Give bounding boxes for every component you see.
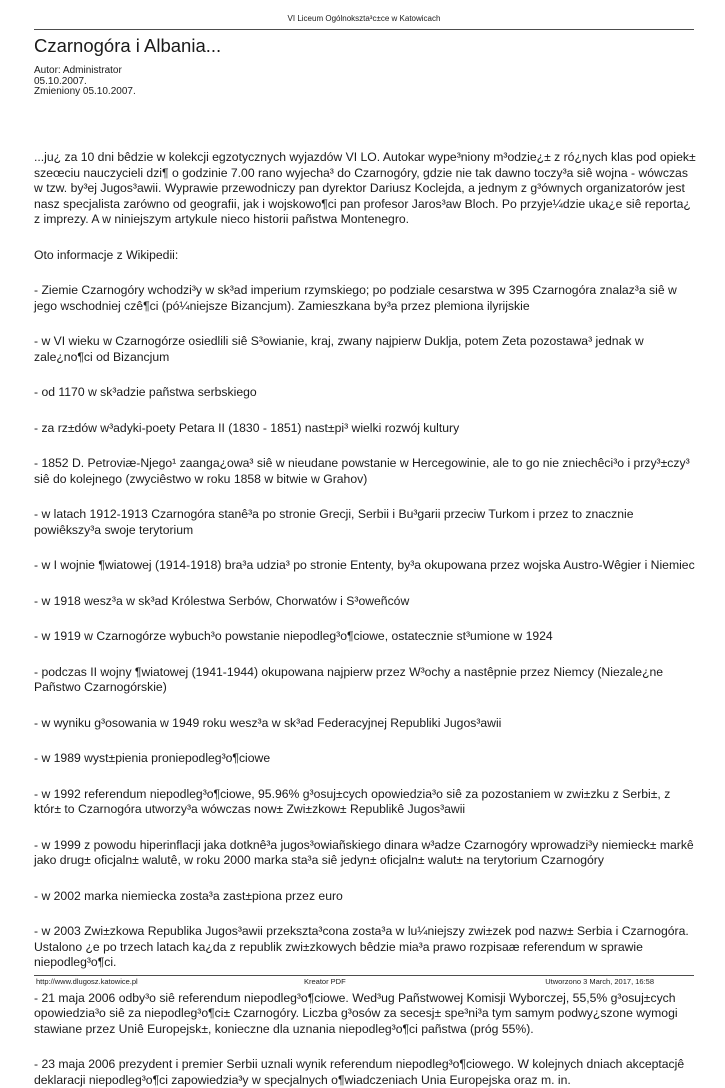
history-item: - 21 maja 2006 odby³o siê referendum niepodleg³o¶ciowe. Wed³ug Pañstwowej Komisji Wyborczej, 55,5% g³osuj±cych opowiedzia³o siê za niepodleg³o¶ci± Czarnogóry. Liczba g³osów za secesj± spe³ni³a tym samym podwy¿szone wymogi stawiane przez Uniê Europejsk±, konieczne dla uznania niepodleg³o¶ci pañstwa (próg 55%). xyxy=(34,990,678,1036)
history-item: - w wyniku g³osowania w 1949 roku wesz³a w sk³ad Federacyjnej Republiki Jugos³awii xyxy=(34,715,502,730)
footer-generator: Kreator PDF xyxy=(304,977,346,986)
history-item: - w 1989 wyst±pienia proniepodleg³o¶ciowe xyxy=(34,751,271,765)
history-item: - w 2003 Zwi±zkowa Republika Jugos³awii przekszta³cona zosta³a w lu¼niejszy zwi±zek pod nazw± Serbia i Czarnogóra. Ustalono ¿e po trzech latach ka¿da z republik zwi±zkowych bêdzie mia³a prawo rozpisaæ referendum w sprawie niepodleg³o¶ci. xyxy=(34,924,689,969)
page-header xyxy=(34,12,694,30)
history-item: - w 1919 w Czarnogórze wybuch³o powstanie niepodleg³o¶ciowe, ostatecznie st³umione w 1924 xyxy=(34,629,553,643)
history-item: - w 2002 marka niemiecka zosta³a zast±piona przez euro xyxy=(34,888,343,903)
page-footer xyxy=(34,975,694,988)
footer-url-link[interactable]: http://www.dlugosz.katowice.pl xyxy=(36,977,138,986)
intro-paragraph: ...ju¿ za 10 dni bêdzie w kolekcji egzotycznych wyjazdów VI LO. Autokar wype³niony m³odzie¿± z ró¿nych klas pod opiek± szeœciu nauczycieli dzi¶ o godzinie 7.00 rano wyjecha³ do Czarnogóry, gdzie nie tak dawno toczy³a siê wojna - wówczas w tzw. by³ej Jugos³awii. Wyprawie przewodniczy pan dyrektor Dariusz Koclejda, a jednym z g³ównych organizatorów jest nasz specjalista zarówno od geografii, jak i wojskowo¶ci pan profesor Jaros³aw Bloch. Po przyje¼dzie uka¿e siê reporta¿ z imprezy. A w niniejszym artykule nieco historii pañstwa Montenegro. xyxy=(34,150,696,226)
history-item: - w VI wieku w Czarnogórze osiedlili siê S³owianie, kraj, zwany najpierw Duklja, potem Zeta pozostawa³ jednak w zale¿no¶ci od Bizancjum xyxy=(34,334,644,364)
footer-created: Utworzono 3 March, 2017, 16:58 xyxy=(545,977,654,986)
wiki-intro: Oto informacje z Wikipedii: xyxy=(34,247,179,262)
history-item: - za rz±dów w³adyki-poety Petara II (1830 - 1851) nast±pi³ wielki rozwój kultury xyxy=(34,420,460,435)
history-list xyxy=(34,283,696,1088)
history-item: - w 1992 referendum niepodleg³o¶ciowe, 95.96% g³osuj±cych opowiedzia³o siê za pozostaniem w zwi±zku z Serbi±, z któr± to Czarnogóra utworzy³a wówczas now± Zwi±zkow± Republikê Jugos³awii xyxy=(34,786,671,816)
history-item: - w latach 1912-1913 Czarnogóra stanê³a po stronie Grecji, Serbii i Bu³garii przeciw Turkom i przez to znacznie powiêkszy³a swoje terytorium xyxy=(34,507,634,537)
school-name: VI Liceum Ogólnokszta³c±ce w Katowicach xyxy=(287,14,441,23)
article-modified: Zmieniony 05.10.2007. xyxy=(34,86,136,97)
article-body xyxy=(34,150,696,1088)
history-item: - podczas II wojny ¶wiatowej (1941-1944) okupowana najpierw przez W³ochy a nastêpnie przez Niemcy (Niezale¿ne Pañstwo Czarnogórskie) xyxy=(34,664,664,694)
history-item: - 1852 D. Petroviæ-Njego¹ zaanga¿owa³ siê w nieudane powstanie w Hercegowinie, ale to go nie zniechêci³o i przy³±czy³ siê do kolejnego (zwyciêstwo w roku 1858 w bitwie w Grahov) xyxy=(34,456,690,486)
article-title: Czarnogóra i Albania... xyxy=(34,35,222,56)
history-item: - Ziemie Czarnogóry wchodzi³y w sk³ad imperium rzymskiego; po podziale cesarstwa w 395 Czarnogóra znalaz³a siê w jego wschodniej czê¶ci (pó¼niejsze Bizancjum). Zamieszkana by³a przez plemiona ilyrijskie xyxy=(34,283,677,313)
history-item: - w 1918 wesz³a w sk³ad Królestwa Serbów, Chorwatów i S³oweñców xyxy=(34,593,410,608)
history-item: - w I wojnie ¶wiatowej (1914-1918) bra³a udzia³ po stronie Ententy, by³a okupowana przez wojska Austro-Wêgier i Niemiec xyxy=(34,558,695,572)
article-meta xyxy=(34,66,136,98)
article-date: 05.10.2007. xyxy=(34,75,87,87)
history-item: - od 1170 w sk³adzie pañstwa serbskiego xyxy=(34,385,257,399)
article-author: Autor: Administrator xyxy=(34,65,122,76)
history-item: - 23 maja 2006 prezydent i premier Serbii uznali wynik referendum niepodleg³o¶ciowego. W kolejnych dniach akceptacjê deklaracji niepodleg³o¶ci zapowiedzia³y w specjalnych o¶wiadczeniach Unia Europejska oraz m. in. xyxy=(34,1057,685,1087)
history-item: - w 1999 z powodu hiperinflacji jaka dotknê³a jugos³owiañskiego dinara w³adze Czarnogóry wprowadzi³y niemieck± markê jako drug± oficjaln± walutê, w roku 2000 marka sta³a siê jedyn± oficjaln± walut± na terytorium Czarnogóry xyxy=(34,837,694,867)
